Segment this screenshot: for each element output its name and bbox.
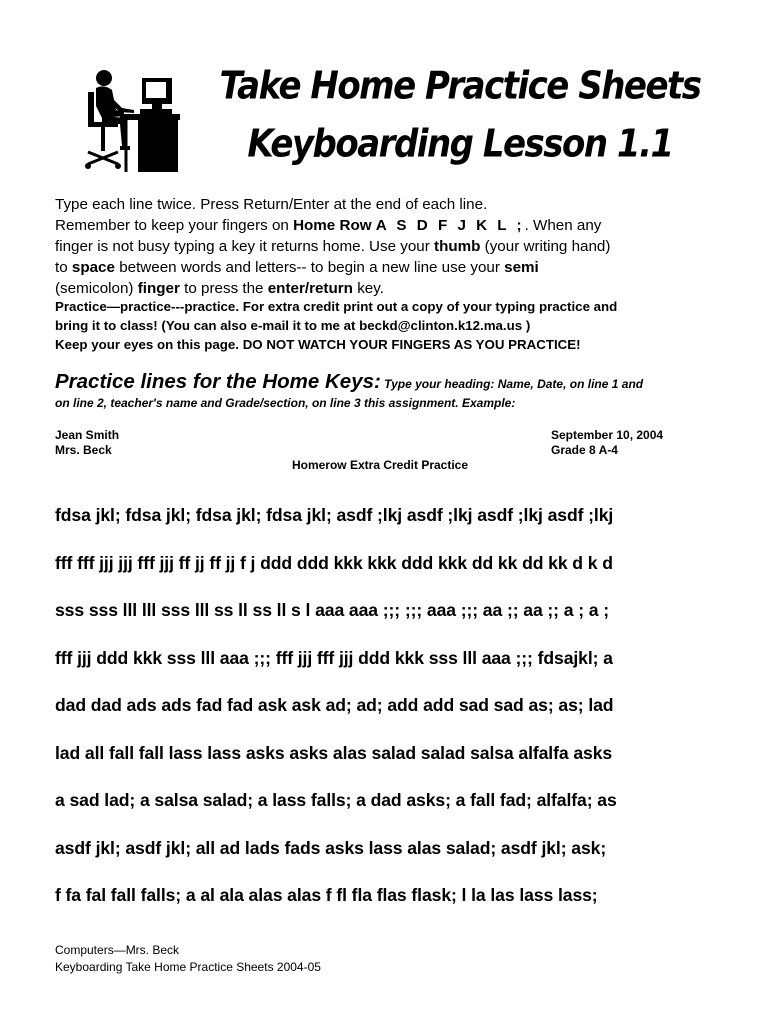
footer-line: Computers—Mrs. Beck [55, 943, 180, 957]
example-grade: Grade 8 A-4 [551, 443, 618, 457]
example-name: Jean Smith [55, 428, 120, 442]
instruction-text: (semicolon) [55, 280, 138, 297]
practice-line: fff jjj ddd kkk sss lll aaa ;;; fff jjj fff jjj ddd kkk sss lll aaa ;;; fdsajkl; a [55, 647, 613, 668]
example-assignment: Homerow Extra Credit Practice [291, 458, 469, 472]
instruction-text: finger is not busy typing a key it returns home. Use your [55, 238, 435, 255]
home-row-keys: A S D F J K L ; [375, 217, 525, 234]
practice-line: fff fff jjj jjj fff jjj ff jj ff jj f j ddd ddd kkk kkk ddd kkk dd kk dd kk d k d [55, 552, 613, 573]
thumb-label: thumb [434, 238, 481, 255]
practice-line: fdsa jkl; fdsa jkl; fdsa jkl; fdsa jkl; asdf ;lkj asdf ;lkj asdf ;lkj asdf ;lkj [55, 505, 614, 525]
instruction-text: Remember to keep your fingers on [55, 217, 294, 234]
finger-label: finger [137, 280, 180, 297]
notice-line: Keep your eyes on this page. DO NOT WATCH YOUR FINGERS AS YOU PRACTICE! [55, 337, 581, 352]
extra-credit-notice [55, 297, 735, 354]
heading-instruction: on line 2, teacher's name and Grade/section, on line 3 this assignment. Example: [55, 396, 516, 410]
practice-line: lad all fall fall lass lass asks asks alas salad salad salsa alfalfa asks [55, 742, 613, 763]
page-footer [55, 942, 321, 976]
notice-line: Practice—practice---practice. For extra credit print out a copy of your typing practice and [55, 299, 618, 314]
instructions [55, 194, 735, 299]
notice-line: bring it to class! (You can also e-mail it to me at beckd@clinton.k12.ma.us ) [55, 318, 531, 333]
section-title: Practice lines for the Home Keys: [55, 370, 381, 393]
practice-line: dad dad ads ads fad fad ask ask ad; ad; add add sad sad as; as; lad [55, 695, 614, 715]
practice-heading [55, 372, 745, 413]
space-label: space [71, 259, 115, 276]
enter-return-label: enter/return [267, 280, 353, 297]
instruction-line: Type each line twice. Press Return/Enter at the end of each line. [55, 196, 488, 213]
instruction-line [55, 215, 735, 236]
example-left [55, 428, 119, 458]
footer-line: Keyboarding Take Home Practice Sheets 2004-05 [55, 960, 321, 974]
instruction-line [55, 278, 735, 299]
person-at-computer-icon [82, 66, 186, 176]
instruction-line [55, 236, 735, 257]
practice-line: sss sss lll lll sss lll ss ll ss ll s l aaa aaa ;;; ;;; aaa ;;; aa ;; aa ;; a ; a ; [55, 600, 609, 620]
example-right [551, 428, 663, 458]
instruction-text: (your writing hand) [480, 238, 611, 255]
example-date: September 10, 2004 [551, 428, 664, 442]
example-teacher: Mrs. Beck [55, 443, 112, 457]
practice-line: a sad lad; a salsa salad; a lass falls; a dad asks; a fall fad; alfalfa; as [55, 790, 617, 810]
instruction-text: to [55, 259, 72, 276]
instruction-text: . When any [524, 217, 602, 234]
instruction-text: key. [352, 280, 384, 297]
page-title: Take Home Practice Sheets [219, 63, 701, 109]
heading-instruction: Type your heading: Name, Date, on line 1 and [380, 377, 644, 391]
instruction-line [55, 257, 735, 278]
home-row-label: Home Row [293, 217, 372, 234]
semi-label: semi [504, 259, 539, 276]
practice-line: asdf jkl; asdf jkl; all ad lads fads asks lass alas salad; asdf jkl; ask; [55, 837, 607, 858]
practice-line: f fa fal fall falls; a al ala alas alas f fl fla flas flask; l la las lass lass; [55, 885, 598, 905]
instruction-text: to press the [179, 280, 268, 297]
practice-lines [55, 500, 755, 928]
practice-heading-line [55, 372, 745, 394]
lesson-title: Keyboarding Lesson 1.1 [247, 121, 673, 167]
instruction-text: between words and letters-- to begin a new line use your [114, 259, 505, 276]
